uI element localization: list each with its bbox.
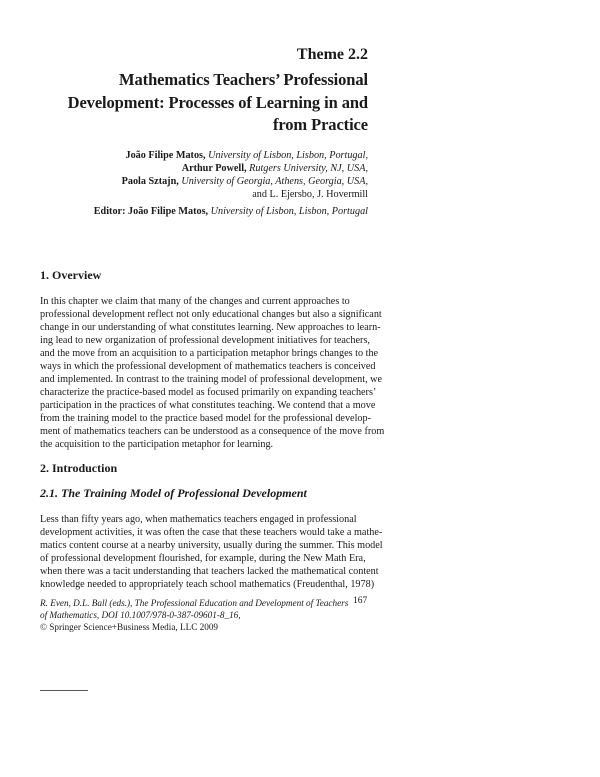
section-heading-overview: 1. Overview <box>40 268 102 282</box>
body-line: of professional development flourished, for example, during the New Math Era, <box>40 553 366 564</box>
body-line: and implemented. In contrast to the training model of professional development, we <box>40 374 383 385</box>
footnote-citation-line-1 <box>40 598 348 608</box>
body-line: matics content course at a nearby university, usually during the summer. This model <box>40 540 383 551</box>
footnote-citation-text: of Mathematics, DOI 10.1007/978-0-387-09601-8_16, <box>40 610 241 620</box>
footnote-citation-text: R. Even, D.L. Ball (eds.), The Professional Education and Development of Teachers <box>40 598 349 608</box>
editor-line <box>94 206 368 217</box>
footnote-citation-line-2 <box>40 610 241 620</box>
footer-rule <box>40 690 88 691</box>
author-affiliation: University of Lisbon, Lisbon, Portugal, <box>208 150 368 161</box>
chapter-title-line-3: from Practice <box>272 115 368 134</box>
author-affiliation: University of Georgia, Athens, Georgia, USA, <box>181 176 368 187</box>
body-line: professional development reflect not only educational changes but also a significant <box>40 309 382 320</box>
author-line <box>125 150 368 161</box>
body-line: change in our understanding of what constitutes learning. New approaches to learn- <box>40 322 381 333</box>
body-line: and the move from an acquisition to a participation metaphor brings changes to the <box>40 348 379 359</box>
body-line: participation in the practices of what constitutes teaching. We contend that a move <box>40 400 376 411</box>
chapter-title-line-1: Mathematics Teachers’ Professional <box>119 70 368 89</box>
author-affiliation: and L. Ejersbo, J. Hovermill <box>252 189 368 200</box>
footnote-copyright: © Springer Science+Business Media, LLC 2009 <box>40 622 219 632</box>
body-line: from the training model to the practice based model for the professional develop- <box>40 413 371 424</box>
body-line: In this chapter we claim that many of the changes and current approaches to <box>40 296 350 307</box>
section-heading-introduction: 2. Introduction <box>40 461 118 475</box>
author-affiliation: Rutgers University, NJ, USA, <box>249 163 368 174</box>
author-name: João Filipe Matos, <box>125 150 206 161</box>
theme-label: Theme 2.2 <box>296 46 368 63</box>
body-line: knowledge needed to appropriately teach school mathematics (Freudenthal, 1978) <box>40 579 375 590</box>
editor-affiliation: University of Lisbon, Lisbon, Portugal <box>210 206 368 217</box>
body-line: ment of mathematics teachers can be understood as a consequence of the move from <box>40 426 385 437</box>
body-line: ways in which the professional development of mathematics teachers is conceived <box>40 361 376 372</box>
body-line: the acquisition to the participation metaphor for learning. <box>40 439 274 450</box>
body-line: ing lead to new organization of professional development initiatives for teachers, <box>40 335 370 346</box>
author-line <box>252 189 368 200</box>
body-line: development activities, it was often the case that these teachers would take a mathe- <box>40 527 383 538</box>
author-name: Paola Sztajn, <box>121 176 179 187</box>
body-line: Less than fifty years ago, when mathematics teachers engaged in professional <box>40 514 357 525</box>
body-line: characterize the practice-based model as focused primarily on expanding teachers’ <box>40 387 377 398</box>
subsection-heading-training-model: 2.1. The Training Model of Professional Development <box>40 486 307 500</box>
author-line <box>182 163 368 174</box>
editor-name: Editor: João Filipe Matos, <box>93 206 209 217</box>
author-name: Arthur Powell, <box>181 163 247 174</box>
author-line <box>122 176 368 187</box>
chapter-title-line-2: Development: Processes of Learning in and <box>67 93 368 112</box>
page-number: 167 <box>353 596 368 606</box>
body-line: when there was a tacit understanding that teachers lacked the mathematical content <box>40 566 379 577</box>
